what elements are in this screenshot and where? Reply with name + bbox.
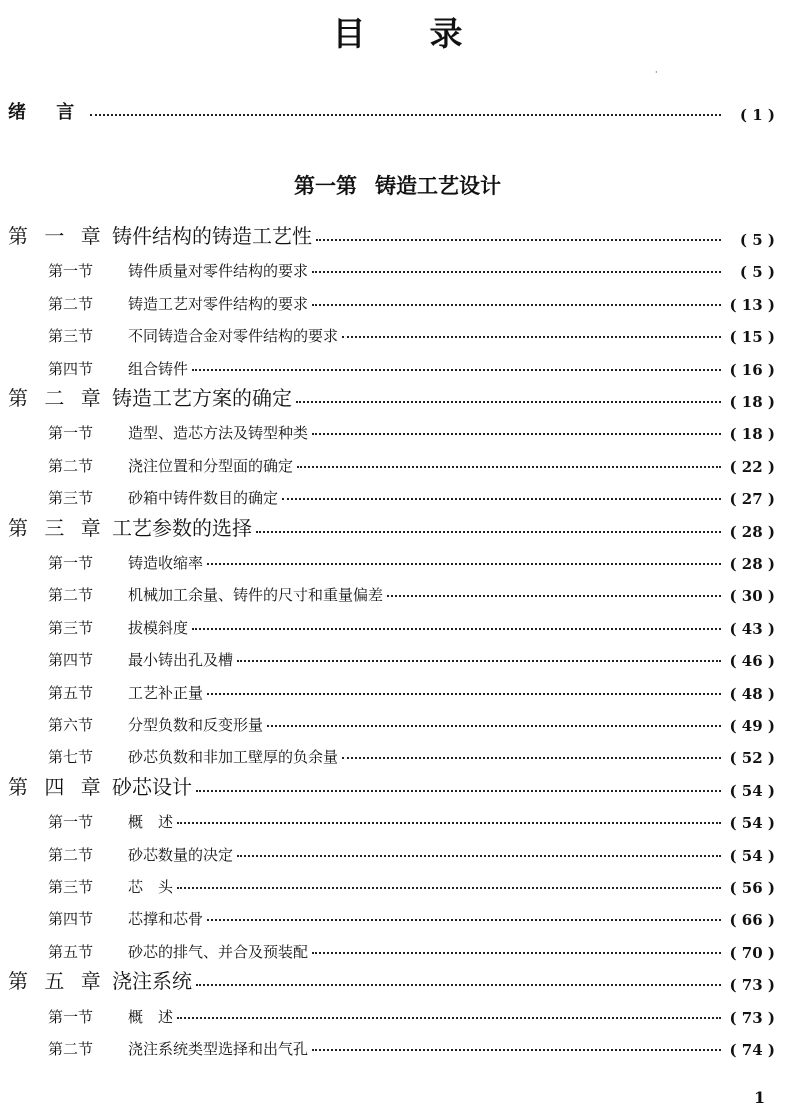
entry-page: ( 16 ) (729, 360, 775, 379)
entry-title (48, 714, 263, 735)
entry-page: ( 73 ) (729, 1008, 775, 1027)
dot-leader (342, 336, 721, 338)
dot-leader (312, 271, 721, 273)
dot-leader (297, 466, 721, 468)
entry-title (48, 487, 278, 508)
dot-leader (196, 790, 721, 792)
entry-title (48, 358, 188, 379)
entry-title (48, 746, 338, 767)
section-title: 分型负数和反变形量 (128, 716, 264, 734)
page-number: 1 (754, 1088, 766, 1107)
section-title: 最小铸出孔及槽 (128, 651, 234, 670)
section-number: 第二节 (48, 294, 94, 313)
entry-page: ( 54 ) (729, 846, 775, 865)
chapter-number: 第 二 章 (8, 386, 106, 410)
page-title (0, 8, 795, 55)
chapter-title: 铸造工艺方案的确定 (112, 386, 292, 410)
dot-leader (90, 114, 721, 116)
section-number: 第三节 (48, 489, 94, 508)
dot-leader (207, 563, 721, 565)
entry-title (48, 552, 203, 573)
entry-title (48, 649, 233, 670)
chapter-title: 铸件结构的铸造工艺性 (112, 224, 312, 248)
toc-entry-section (48, 934, 775, 962)
entry-title (48, 455, 293, 476)
section-title: 工艺补正量 (128, 683, 204, 702)
section-number: 第四节 (48, 359, 94, 378)
entry-page: ( 46 ) (729, 652, 775, 671)
entry-page: ( 22 ) (729, 457, 775, 476)
section-number: 第四节 (48, 910, 94, 929)
dot-leader (387, 595, 721, 597)
entry-title (48, 682, 203, 703)
section-number: 第二节 (48, 456, 94, 475)
entry-title (48, 617, 188, 638)
section-title: 造型、造芯方法及铸型种类 (128, 424, 309, 443)
entry-page: ( 52 ) (729, 749, 775, 768)
chapter-number: 第 四 章 (8, 774, 106, 799)
toc-entry-chapter (8, 772, 775, 800)
entry-page: ( 49 ) (729, 717, 775, 735)
entry-title: 绪 言 (8, 102, 87, 123)
toc-entry-intro (8, 96, 775, 124)
section-title: 砂芯数量的决定 (128, 845, 234, 864)
entry-page: ( 28 ) (729, 522, 775, 541)
entry-page: ( 66 ) (729, 911, 775, 930)
dot-leader (316, 239, 721, 241)
entry-page: ( 70 ) (729, 943, 775, 962)
dot-leader (177, 822, 721, 824)
entry-page: ( 30 ) (729, 587, 775, 606)
entry-title (8, 512, 252, 541)
dot-leader (237, 660, 721, 662)
entry-page: ( 18 ) (729, 425, 775, 444)
section-number: 第一节 (48, 554, 94, 572)
toc-entry-section (48, 610, 775, 638)
entry-title (48, 422, 308, 443)
entry-page: ( 18 ) (729, 393, 775, 411)
dot-leader (312, 304, 721, 306)
section-title: 概 述 (128, 1007, 174, 1026)
section-title: 砂芯的排气、并合及预装配 (128, 942, 309, 961)
chapter-number: 第 五 章 (8, 969, 106, 994)
entry-page: ( 43 ) (729, 619, 775, 638)
title-char-1: 目 (332, 14, 366, 53)
chapter-title: 浇注系统 (112, 969, 192, 994)
entry-title (48, 1038, 308, 1059)
section-number: 第一节 (48, 262, 94, 281)
section-title: 机械加工余量、铸件的尺寸和重量偏差 (128, 586, 384, 605)
section-title: 砂芯负数和非加工壁厚的负余量 (128, 748, 339, 767)
section-number: 第七节 (48, 748, 94, 767)
entry-title (48, 293, 308, 314)
toc-entry-section (48, 545, 775, 573)
dot-leader (196, 984, 721, 986)
section-title: 不同铸造合金对零件结构的要求 (128, 327, 339, 346)
entry-page: ( 54 ) (729, 781, 775, 800)
dot-leader (267, 725, 721, 727)
toc-entry-section (48, 415, 775, 443)
stray-mark: · (655, 68, 658, 77)
section-number: 第五节 (48, 942, 94, 961)
entry-page: ( 74 ) (729, 1041, 775, 1059)
toc-entry-chapter (8, 513, 775, 541)
dot-leader (312, 952, 721, 954)
section-number: 第二节 (48, 845, 94, 864)
entry-page: ( 1 ) (739, 106, 775, 124)
section-title: 拔模斜度 (128, 618, 189, 637)
toc-entry-section (48, 577, 775, 605)
toc-entry-section (48, 253, 775, 281)
dot-leader (177, 887, 721, 889)
section-number: 第一节 (48, 424, 94, 443)
entry-title (48, 260, 308, 281)
entry-title (48, 876, 173, 897)
dot-leader (192, 628, 721, 630)
toc-entry-section (48, 901, 775, 929)
section-title: 芯撑和芯骨 (128, 910, 204, 929)
section-number: 第四节 (48, 651, 94, 670)
dot-leader (237, 855, 721, 857)
toc-entry-section (48, 642, 775, 670)
entry-page: ( 28 ) (729, 555, 775, 573)
entry-page: ( 56 ) (729, 879, 775, 897)
section-title: 概 述 (128, 813, 174, 832)
dot-leader (296, 401, 721, 403)
dot-leader (177, 1017, 721, 1019)
entry-title (48, 941, 308, 962)
entry-title (48, 584, 383, 605)
entry-title (8, 220, 312, 249)
section-number: 第二节 (48, 586, 94, 605)
entry-page: ( 54 ) (729, 814, 775, 833)
entry-page: ( 27 ) (729, 490, 775, 509)
entry-page: ( 5 ) (739, 231, 775, 249)
dot-leader (312, 433, 721, 435)
toc-entry-chapter (8, 966, 775, 994)
part-number: 第一第 (294, 173, 357, 198)
chapter-title: 工艺参数的选择 (112, 515, 252, 540)
entry-title (8, 771, 192, 800)
entry-page: ( 48 ) (729, 684, 775, 703)
dot-leader (192, 369, 721, 371)
entry-title (48, 844, 233, 865)
toc-entry-section (48, 707, 775, 735)
part-heading (0, 170, 795, 200)
entry-title (8, 382, 292, 411)
section-number: 第三节 (48, 327, 94, 346)
section-number: 第一节 (48, 1007, 94, 1026)
section-title: 铸造收缩率 (128, 554, 204, 572)
toc-entry-section (48, 351, 775, 379)
entry-page: ( 15 ) (729, 328, 775, 347)
toc-entry-section (48, 804, 775, 832)
toc-entry-section (48, 837, 775, 865)
entry-title (8, 965, 192, 994)
entry-title (48, 811, 173, 832)
toc-entry-section (48, 675, 775, 703)
section-title: 浇注系统类型选择和出气孔 (128, 1040, 309, 1058)
section-number: 第一节 (48, 813, 94, 832)
dot-leader (282, 498, 721, 500)
dot-leader (207, 693, 721, 695)
entry-page: ( 5 ) (739, 263, 775, 282)
title-char-2: 录 (429, 14, 463, 53)
section-number: 第六节 (48, 716, 94, 734)
section-title: 砂箱中铸件数目的确定 (128, 489, 279, 508)
section-number: 第三节 (48, 878, 94, 896)
section-title: 组合铸件 (128, 359, 189, 378)
section-number: 第五节 (48, 683, 94, 702)
toc-entry-section (48, 869, 775, 897)
dot-leader (342, 757, 721, 759)
toc-entry-section (48, 480, 775, 508)
toc-entry-chapter (8, 383, 775, 411)
toc-entry-section (48, 739, 775, 767)
dot-leader (207, 919, 721, 921)
entry-title (48, 325, 338, 346)
dot-leader (312, 1049, 721, 1051)
toc-entry-section (48, 448, 775, 476)
toc-entry-section (48, 318, 775, 346)
chapter-number: 第 三 章 (8, 515, 106, 540)
section-title: 铸造工艺对零件结构的要求 (128, 294, 309, 313)
entry-title (48, 908, 203, 929)
section-title: 铸件质量对零件结构的要求 (128, 262, 309, 281)
entry-title (48, 1006, 173, 1027)
toc-entry-chapter (8, 221, 775, 249)
section-number: 第三节 (48, 618, 94, 637)
part-title: 铸造工艺设计 (375, 173, 501, 198)
entry-page: ( 13 ) (729, 295, 775, 314)
dot-leader (256, 531, 721, 533)
chapter-title: 砂芯设计 (112, 774, 192, 799)
entry-page: ( 73 ) (729, 976, 775, 995)
toc-entry-section (48, 286, 775, 314)
section-title: 浇注位置和分型面的确定 (128, 456, 294, 475)
section-title: 芯 头 (128, 878, 174, 896)
section-number: 第二节 (48, 1040, 94, 1058)
chapter-number: 第 一 章 (8, 224, 106, 248)
toc-entry-section (48, 999, 775, 1027)
toc-entry-section (48, 1031, 775, 1059)
